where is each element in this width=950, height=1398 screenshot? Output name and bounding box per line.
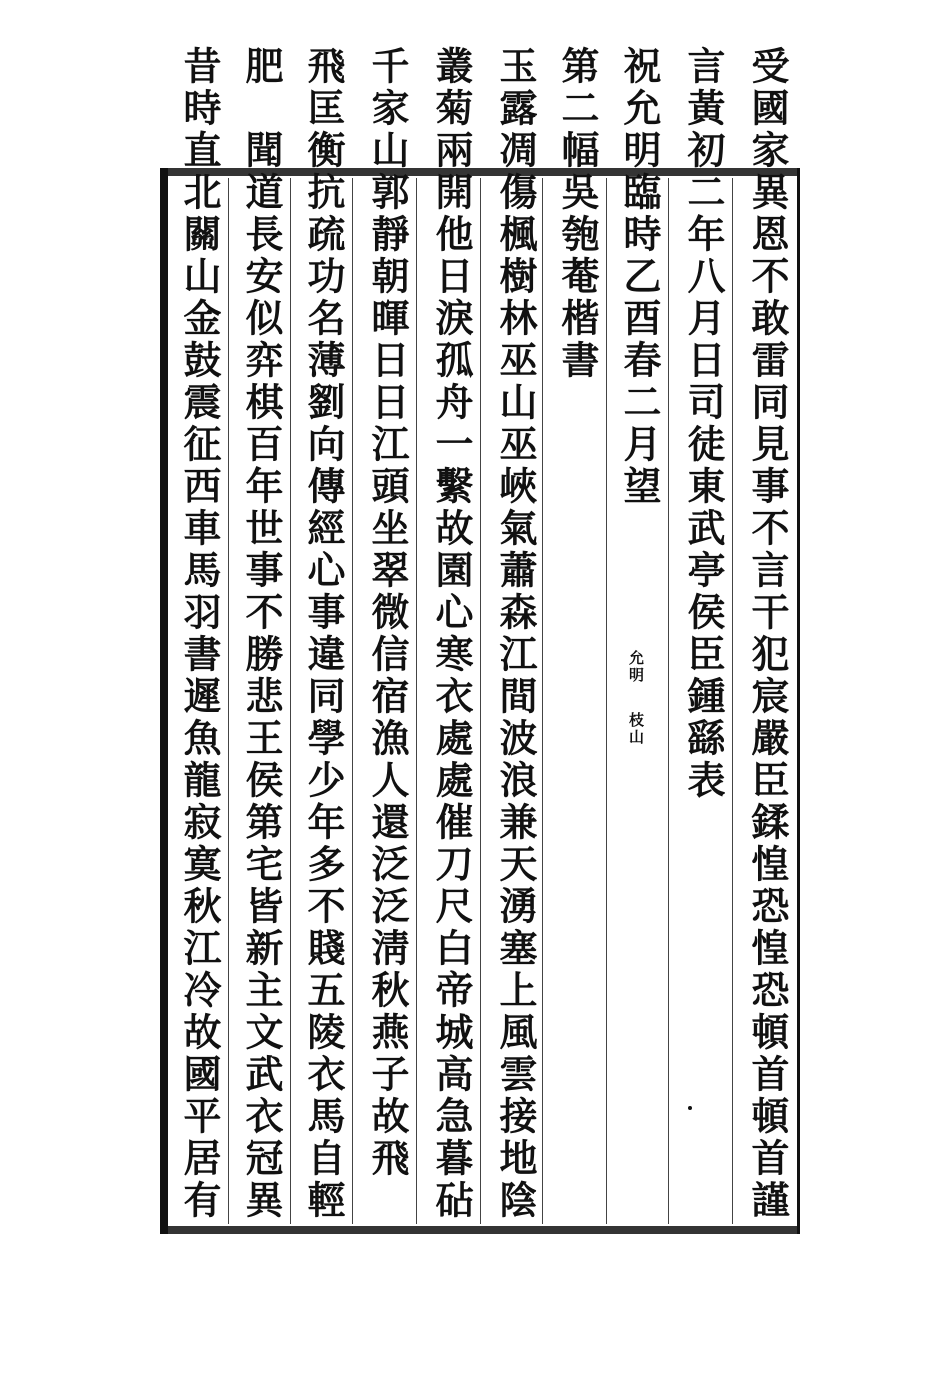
text-column-10: 昔時直北關山金鼓震征西車馬羽書遲魚龍寂寞秋江冷故國平居有 — [177, 46, 222, 1222]
column-divider — [732, 178, 733, 1224]
column-divider — [668, 178, 669, 1224]
text-column-8: 飛匡衡抗疏功名薄劉向傳經心事違同學少年多不賤五陵衣馬自輕 — [301, 46, 346, 1222]
ink-mark — [688, 1106, 692, 1110]
text-column-2: 言黃初二年八月日司徒東武亭侯臣鍾繇表 — [681, 46, 726, 802]
text-column-4: 第二幅吳匏菴楷書 — [555, 46, 600, 382]
column-divider — [606, 178, 607, 1224]
column-divider — [352, 178, 353, 1224]
column-divider — [228, 178, 229, 1224]
inline-annotation-1: 允明 — [627, 650, 645, 684]
inline-annotation-2: 枝山 — [627, 712, 645, 746]
bottom-border-rule — [160, 1226, 800, 1234]
text-column-7: 千家山郭靜朝暉日日江頭坐翠微信宿漁人還泛泛淸秋燕子故飛 — [365, 46, 410, 1180]
right-border-rule — [797, 168, 800, 1234]
column-divider — [290, 178, 291, 1224]
text-column-5: 玉露凋傷楓樹林巫山巫峽氣蕭森江間波浪兼天湧塞上風雲接地陰 — [493, 46, 538, 1222]
text-column-3: 祝允明臨時乙酉春二月望 — [617, 46, 662, 508]
text-column-6: 叢菊兩開他日淚孤舟一繫故園心寒衣處處催刀尺白帝城高急暮砧 — [429, 46, 474, 1222]
text-column-9: 肥 聞道長安似弈棋百年世事不勝悲王侯第宅皆新主文武衣冠異 — [239, 46, 284, 1222]
column-divider — [416, 178, 417, 1224]
column-divider — [542, 178, 543, 1224]
column-divider — [480, 178, 481, 1224]
left-border-rule — [160, 168, 168, 1234]
text-column-1: 受國家異恩不敢雷同見事不言干犯宸嚴臣鍒惶恐惶恐頓首頓首謹 — [745, 46, 790, 1222]
